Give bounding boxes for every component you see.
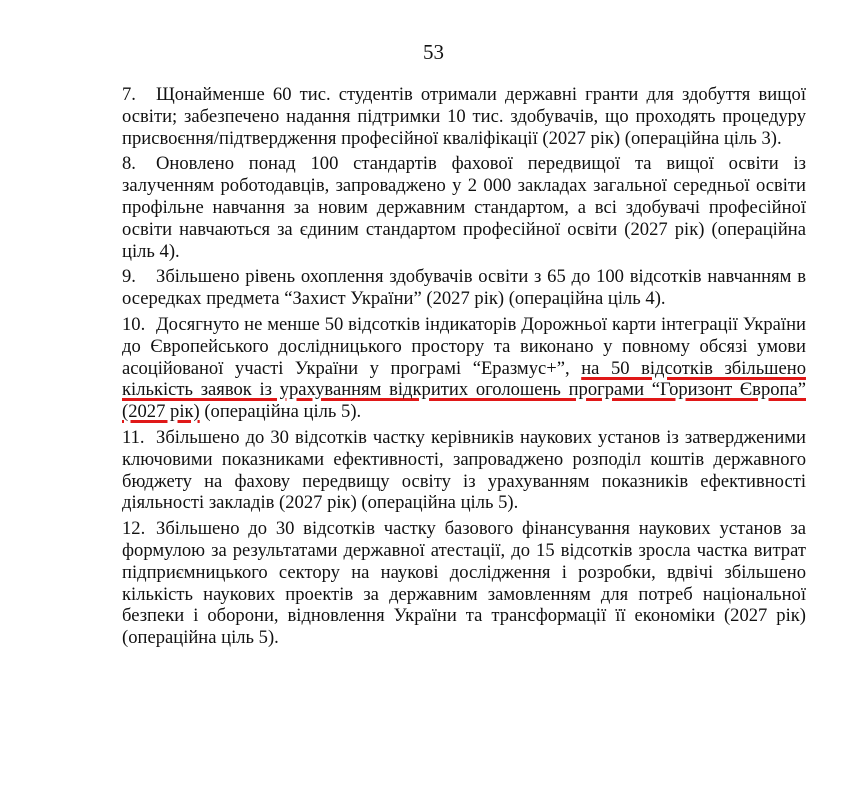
item-number: 7. (122, 84, 136, 105)
item-number: 12. (122, 518, 146, 540)
item-number: 10. (122, 313, 146, 335)
item-text: Оновлено понад 100 стандартів фахової передвищої та вищої освіти із залученням роботодавців, запроваджено у 2 000 закладах загальної середньої освіти профільне навчання за новим державним стандартом, а всі здобувачі професійної освіти навчаються за єдиним стандартом професійної освіти (2027 рік) (операційна ціль 4). (122, 153, 806, 262)
page-number: 53 (423, 40, 444, 64)
item-number: 8. (122, 153, 136, 175)
item-text: Збільшено до 30 відсотків частку базового фінансування наукових установ за формулою за результатами державної атестації, до 15 відсотків зросла частка витрат підприємницького сектору на наукові дослідження і розробки, вдвічі збільшено кількість наукових проектів за державним замовленням для потреб національної безпеки і оборони, відновлення України та трансформації її економіки (2027 рік) (операційна ціль 5). (122, 518, 806, 649)
item-number: 11. (122, 426, 145, 448)
highlighted-text: на 50 відсотків збільшено кількість заявок із урахуванням відкритих оголошень програми “Горизонт Європа” (2027 рік) (122, 357, 806, 423)
list-item-8 (122, 153, 806, 262)
item-number: 9. (122, 266, 136, 288)
item-text: Збільшено до 30 відсотків частку керівників наукових установ із затвердженими ключовими показниками ефективності, запроваджено розподіл коштів державного бюджету на фахову передвищу освіту із урахуванням показників ефективності діяльності закладів (2027 рік) (операційна ціль 5). (122, 426, 806, 514)
list-item-12 (122, 518, 806, 649)
item-text-tail: (операційна ціль 5). (199, 401, 362, 423)
item-list (122, 84, 806, 653)
item-text: Досягнуто не менше 50 відсотків індикаторів Дорожньої карти інтеграції України до Європейського дослідницького простору та виконано у повному обсязі умови асоційованої участі України у програмі “Еразмус+”, (122, 313, 806, 379)
list-item-11 (122, 427, 806, 514)
item-text: Щонайменше 60 тис. студентів отримали державні гранти для здобуття вищої освіти; забезпечено надання підтримки 10 тис. здобувачів, що проходять процедуру присвоєння/підтвердження професійної кваліфікації (2027 рік) (операційна ціль 3). (122, 84, 806, 149)
list-item-7 (122, 84, 806, 149)
list-item-9 (122, 266, 806, 310)
item-text: Збільшено рівень охоплення здобувачів освіти з 65 до 100 відсотків навчанням в осередках предмета “Захист України” (2027 рік) (операційна ціль 4). (122, 266, 806, 310)
list-item-10 (122, 314, 806, 423)
